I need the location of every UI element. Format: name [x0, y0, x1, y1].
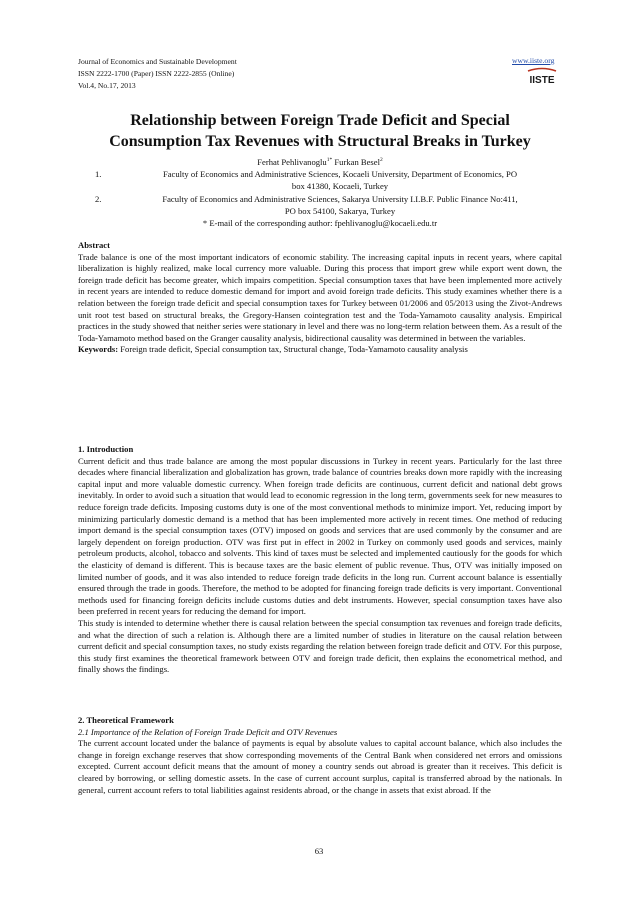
introduction-paragraph-1: Current deficit and thus trade balance are among the most popular discussions in Turkey in recent years. Particularly for the last three decades where financial liberalization and globalization has grown, trade balance of countries breaks down more rapidly with the increasing capital input and more valuable domestic currency. When foreign trade deficits are continuous, current deficit and national debt grows inevitably. In order to avoid such a situation that would lead to economic regression in the long term, governments seek for new measures to reduce foreign trade deficits. Imposing customs duty is one of the most conventional methods to minimize import. Yet, reducing import by minimizing particularly domestic demand is a method that has been implemented more actively in recent times. One method of reducing import demand is the special consumption taxes (OTV) imposed on goods and services that are used commonly by the consumer and are largely dependent on foreign production. OTV was first put in effect in 2002 in Turkey on commonly used goods and services, mainly petroleum products, alcohol, tobacco and solvents. This kind of taxes must be selected and implemented cautiously for the goods for which the elasticity of demand is different. This is because taxes are the basic element of public revenue. Thus, OTV was initially imposed on limited number of goods, and it was also intended to reduce foreign trade deficits in the long run. Current account balance is essentially ensured through the trade in goods. Therefore, the method to be adopted for financing foreign trade deficits is very important. Conventional methods used for financing foreign deficits include customs duties and debt instruments. However, special consumption taxes have also been preferred in recent years for reducing the demand for import. [78, 455, 562, 617]
journal-issn: ISSN 2222-1700 (Paper) ISSN 2222-2855 (Online) [78, 69, 235, 78]
affiliation-1-line-2: box 41380, Kocaeli, Turkey [291, 181, 389, 191]
theory-paragraph-1: The current account located under the balance of payments is equal by absolute values to capital account balance, which also includes the change in foreign exchange reserves that show corresponding movements of the Central Bank when considered net errors and omissions excepted. Current account deficit means that the amount of money a country sends out abroad is greater than it receives. This deficit is cleared by borrowing, or selling domestic assets. In the case of current account surplus, capital is transferred abroad by the nationals. In general, current account refers to total liabilities against residents abroad, or the change in assets that exist abroad. If the [78, 738, 562, 795]
journal-name: Journal of Economics and Sustainable Development [78, 57, 237, 66]
affiliation-2 [95, 193, 565, 217]
introduction-paragraph-2: This study is intended to determine whether there is causal relation between the special consumption tax revenues and foreign trade deficits, and what the direction of such a relation is. Although there are a limited number of studies in literature on the causal relation between current deficit and special consumption taxes, no study exists regarding the relation between foreign trade deficit and OTV. For this purpose, this study first examines the theoretical framework between OTV and foreign trade deficit, then explains the econometrical method, and finally shows the findings. [78, 617, 562, 675]
journal-header [78, 56, 564, 92]
author-line [78, 154, 562, 168]
affiliation-1-line-1: Faculty of Economics and Administrative Sciences, Kocaeli University, Department of Economics, PO [162, 169, 518, 179]
page-number: 63 [314, 846, 324, 856]
paper-title [78, 110, 562, 152]
abstract-heading: Abstract [78, 240, 110, 250]
theory-heading: 2. Theoretical Framework [78, 715, 174, 725]
journal-volume: Vol.4, No.17, 2013 [78, 81, 136, 90]
affiliation-2-line-2: PO box 54100, Sakarya, Turkey [284, 206, 396, 216]
journal-url-link[interactable]: www.iiste.org [512, 56, 555, 65]
author-2-sup: 2 [379, 157, 383, 163]
author-1: Ferhat Pehlivanoglu [257, 156, 327, 167]
affiliation-1 [95, 168, 565, 192]
introduction-heading: 1. Introduction [78, 444, 134, 454]
affiliation-2-line-1: Faculty of Economics and Administrative Sciences, Sakarya University I.I.B.F. Public Finance No:411, [162, 194, 518, 204]
keywords [78, 344, 562, 356]
iiste-logo [526, 67, 558, 87]
theory-section [78, 715, 562, 796]
logo-text: IISTE [529, 75, 555, 86]
author-2: Furkan Besel [334, 156, 380, 167]
abstract-section [78, 240, 562, 356]
title-line-1: Relationship between Foreign Trade Deficit and Special [130, 112, 510, 129]
keywords-text: Foreign trade deficit, Special consumption tax, Structural change, Toda-Yamamoto causality analysis [120, 344, 468, 355]
abstract-text: Trade balance is one of the most important indicators of economic stability. The increasing capital inputs in recent years, where capital liberalization is highly realized, make local currency more valuable. During this process that import grew while export went down, the foreign trade deficit has become greater, which impairs competition. Special consumption taxes that have been implemented more actively in recent years are intended to reduce domestic demand for import and avoid foreign trade deficits. This study examines whether there is a relation between the foreign trade deficit and special consumption taxes for Turkey between 01/2006 and 05/2013 using the Zivot-Andrews unit root test based on structural breaks, the Gregory-Hansen cointegration test and the Toda-Yamamoto causality analysis. Empirical practices in the study showed that neither series were stationary in level and there was no long-term relation between them. As a result of the Toda-Yamamoto method based on the Granger causality analysis, bidirectional causality was determined in between the variables. [78, 251, 562, 343]
corresponding-email: * E-mail of the corresponding author: fpehlivanoglu@kocaeli.edu.tr [202, 218, 438, 228]
introduction-section [78, 444, 562, 676]
theory-subheading: 2.1 Importance of the Relation of Foreign Trade Deficit and OTV Revenues [78, 726, 338, 737]
title-line-2: Consumption Tax Revenues with Structural Breaks in Turkey [109, 133, 531, 150]
author-1-sup: 1* [326, 157, 333, 163]
affiliation-1-number: 1. [95, 169, 102, 179]
affiliation-2-number: 2. [95, 194, 102, 204]
keywords-label: Keywords: [78, 344, 119, 355]
